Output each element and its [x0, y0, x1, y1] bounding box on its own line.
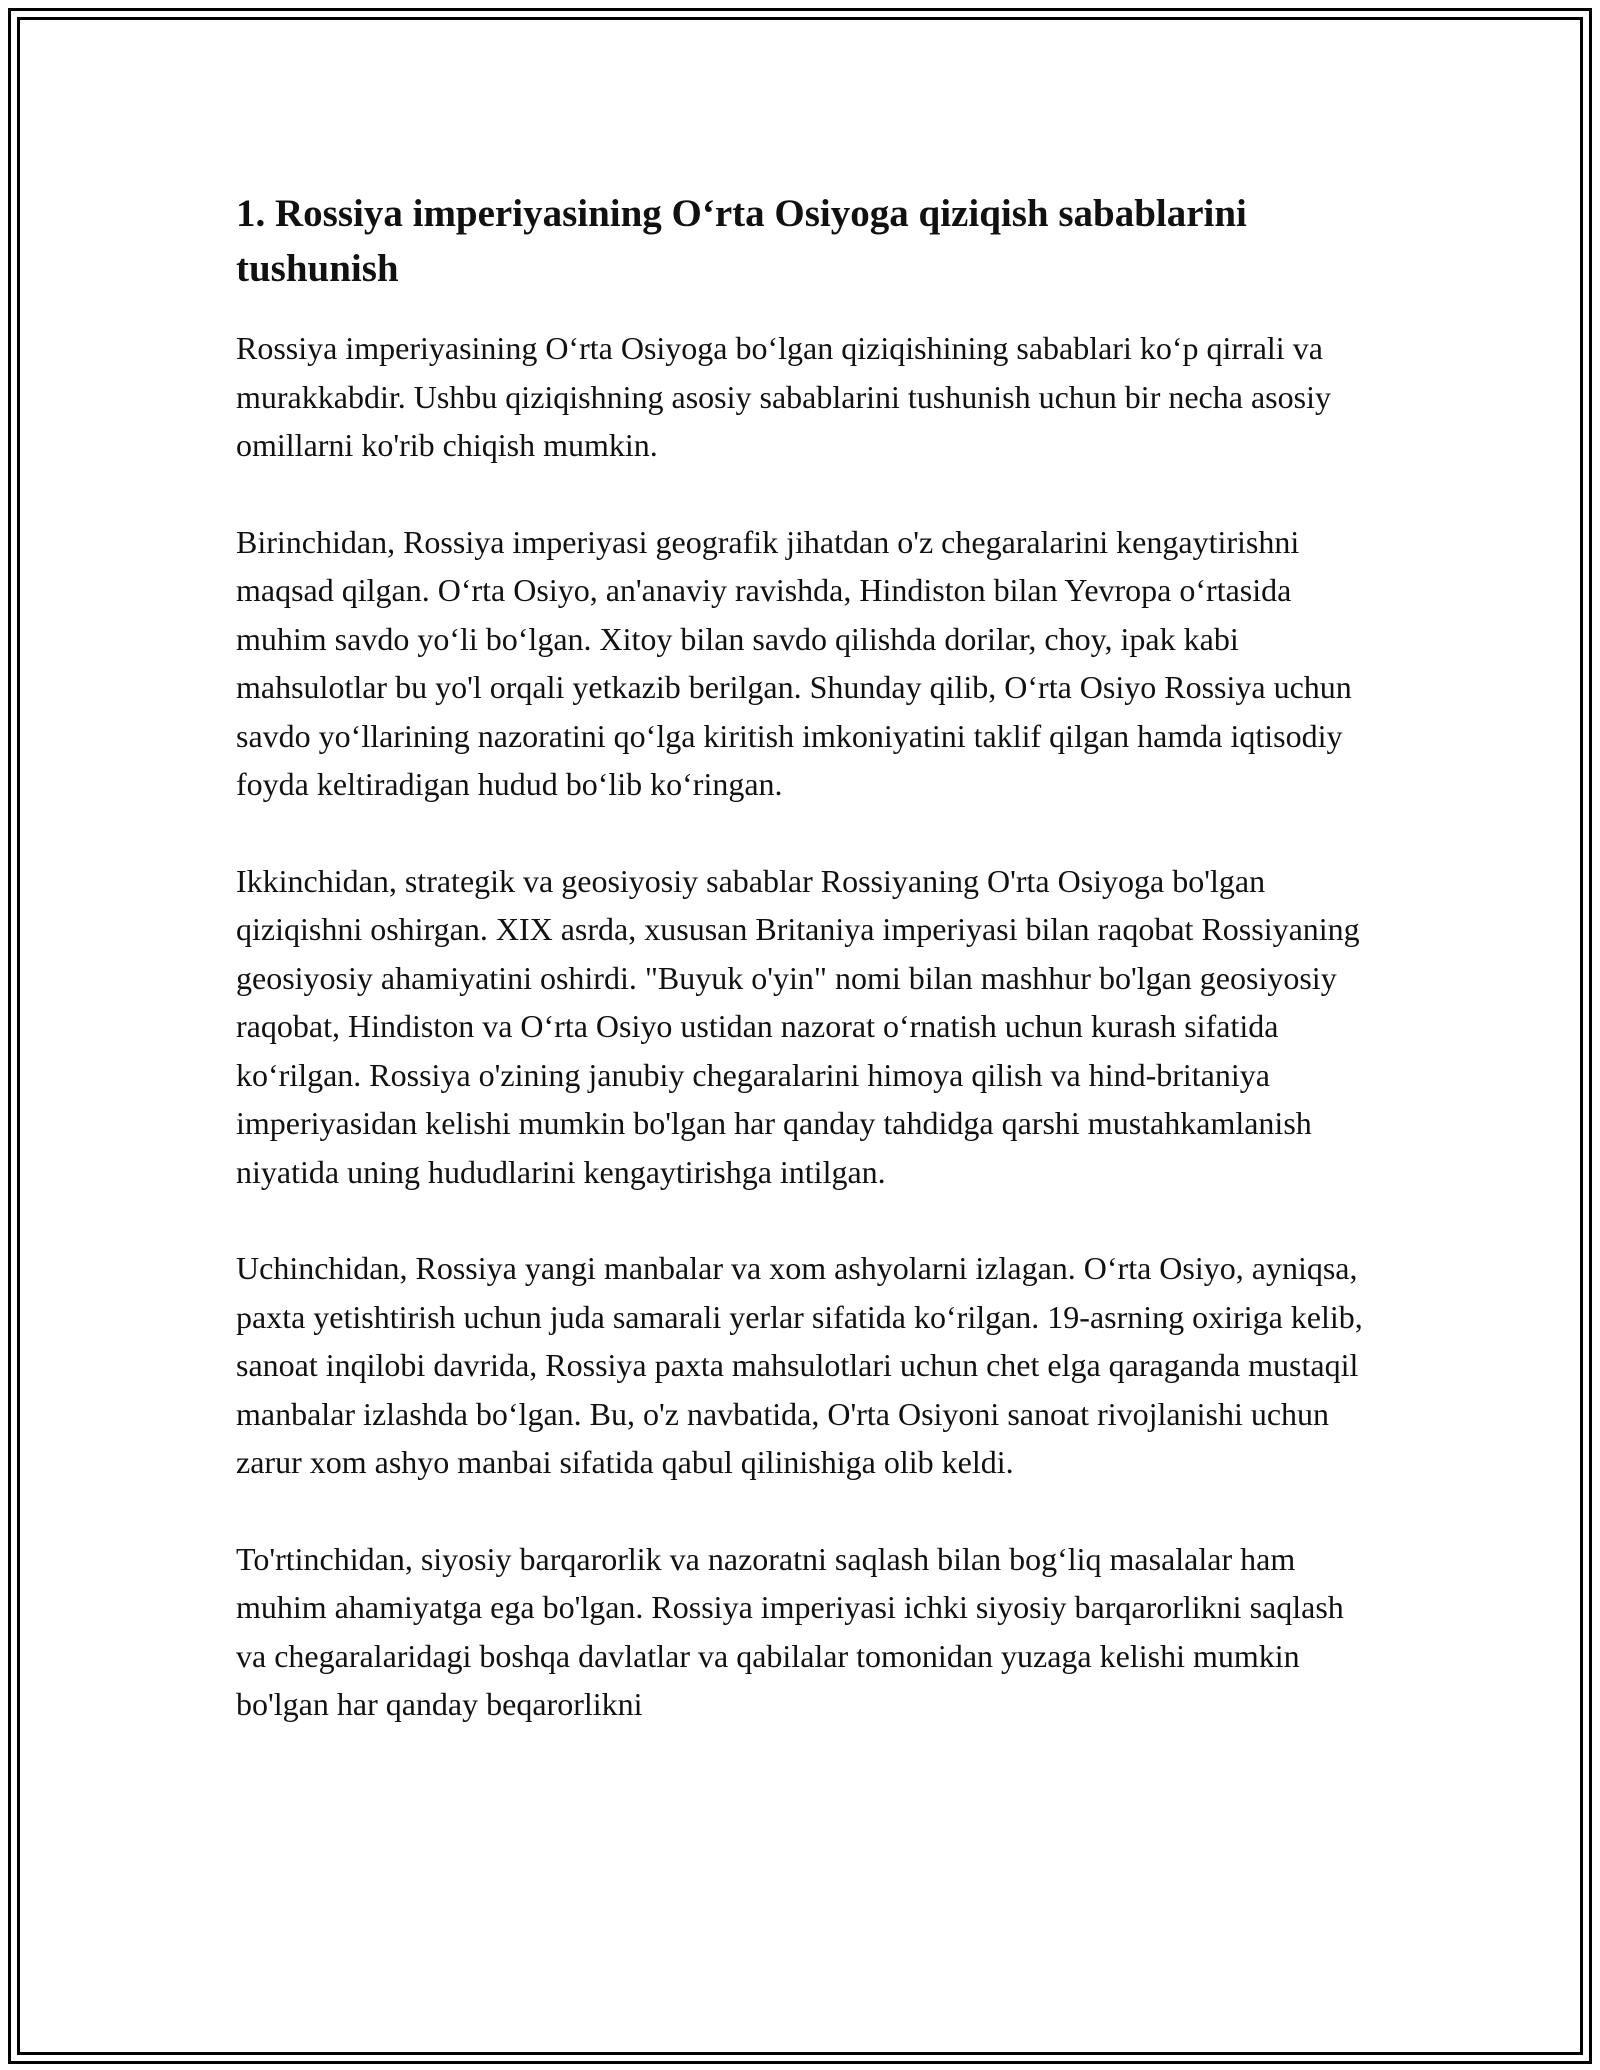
section-text: [236, 324, 1366, 1729]
paragraph-second-reason: Ikkinchidan, strategik va geosiyosiy sabablar Rossiyaning O'rta Osiyoga bo'lgan qiziqishni oshirgan. XIX asrda, xususan Britaniya imperiyasi bilan raqobat Rossiyaning geosiyosiy ahamiyatini oshirdi. "Buyuk o'yin" nomi bilan mashhur bo'lgan geosiyosiy raqobat, Hindiston va O‘rta Osiyo ustidan nazorat o‘rnatish uchun kurash sifatida ko‘rilgan. Rossiya o'zining janubiy chegaralarini himoya qilish va hind-britaniya imperiyasidan kelishi mumkin bo'lgan har qanday tahdidga qarshi mustahkamlanish niyatida uning hududlarini kengaytirishga intilgan.: [236, 862, 1360, 1190]
paragraph-third-reason: Uchinchidan, Rossiya yangi manbalar va xom ashyolarni izlagan. O‘rta Osiyo, ayniqsa, paxta yetishtirish uchun juda samarali yerlar sifatida ko‘rilgan. 19-asrning oxiriga kelib, sanoat inqilobi davrida, Rossiya paxta mahsulotlari uchun chet elga qaraganda mustaqil manbalar izlashda bo‘lgan. Bu, o'z navbatida, O'rta Osiyoni sanoat rivojlanishi uchun zarur xom ashyo manbai sifatida qabul qilinishiga olib keldi.: [236, 1250, 1363, 1480]
section-title: 1. Rossiya imperiyasining O‘rta Osiyoga qiziqish sabablarini tushunish: [236, 192, 1247, 290]
paragraph-fourth-reason: To'rtinchidan, siyosiy barqarorlik va nazoratni saqlash bilan bog‘liq masalalar ham muhim ahamiyatga ega bo'lgan. Rossiya imperiyasi ichki siyosiy barqarorlikni saqlash va chegaralaridagi boshqa davlatlar va qabilalar tomonidan yuzaga kelishi mumkin bo'lgan har qanday beqarorlikni: [236, 1540, 1344, 1722]
paragraph-intro: Rossiya imperiyasining O‘rta Osiyoga bo‘lgan qiziqishining sabablari ko‘p qirrali va murakkabdir. Ushbu qiziqishning asosiy sabablarini tushunish uchun bir necha asosiy omillarni ko'rib chiqish mumkin.: [236, 330, 1331, 463]
document-body: [236, 186, 1366, 1777]
paragraph-first-reason: Birinchidan, Rossiya imperiyasi geografik jihatdan o'z chegaralarini kengaytirishni maqsad qilgan. O‘rta Osiyo, an'anaviy ravishda, Hindiston bilan Yevropa o‘rtasida muhim savdo yo‘li bo‘lgan. Xitoy bilan savdo qilishda dorilar, choy, ipak kabi mahsulotlar bu yo'l orqali yetkazib berilgan. Shunday qilib, O‘rta Osiyo Rossiya uchun savdo yo‘llarining nazoratini qo‘lga kiritish imkoniyatini taklif qilgan hamda iqtisodiy foyda keltiradigan hudud bo‘lib ko‘ringan.: [236, 523, 1352, 802]
